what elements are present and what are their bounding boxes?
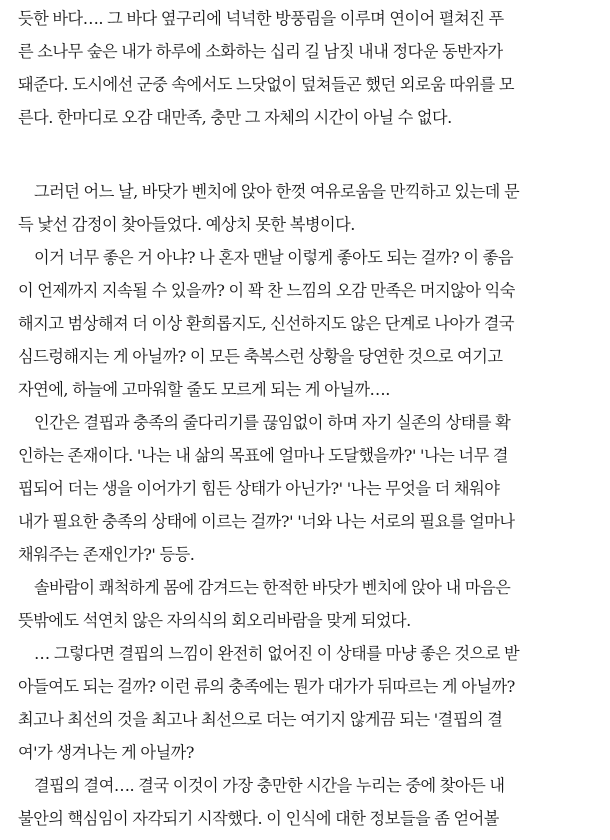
text-line: 자연에, 하늘에 고마워할 줄도 모르게 되는 게 아닐까…. <box>18 380 390 399</box>
text-line: 인간은 결핍과 충족의 줄다리기를 끊임없이 하며 자기 실존의 상태를 확 <box>34 413 511 432</box>
text-line: 심드렁해지는 게 아닐까? 이 모든 축복스런 상황을 당연한 것으로 여기고 <box>18 347 503 366</box>
text-line: 핍되어 더는 생을 이어가기 힘든 상태가 아닌가?' '나는 무엇을 더 채워야 <box>18 479 500 498</box>
text-line: 득 낯선 감정이 찾아들었다. 예상치 못한 복병이다. <box>18 215 355 234</box>
text-line: 듯한 바다…. 그 바다 옆구리에 넉넉한 방풍림을 이루며 연이어 펼쳐진 푸 <box>18 9 504 28</box>
text-line: 그러던 어느 날, 바닷가 벤치에 앉아 한껏 여유로움을 만끽하고 있는데 문 <box>34 182 520 201</box>
text-line: 해지고 범상해져 더 이상 환희롭지도, 신선하지도 않은 단계로 나아가 결국 <box>18 314 515 333</box>
text-line: 른 소나무 숲은 내가 하루에 소화하는 십리 길 남짓 내내 정다운 동반자가 <box>18 42 503 61</box>
text-line: 른다. 한마디로 오감 대만족, 충만 그 자체의 시간이 아닐 수 없다. <box>18 108 452 127</box>
text-line: 채워주는 존재인가?' 등등. <box>18 545 195 564</box>
text-line: 결핍의 결여…. 결국 이것이 가장 충만한 시간을 누리는 중에 찾아든 내 <box>34 776 505 795</box>
text-line: 이 언제까지 지속될 수 있을까? 이 꽉 찬 느낌의 오감 만족은 머지않아 익숙 <box>18 281 515 300</box>
text-line: 이거 너무 좋은 거 아냐? 나 혼자 맨날 이렇게 좋아도 되는 걸까? 이 좋음 <box>34 248 513 267</box>
text-line: 인하는 존재이다. '나는 내 삶의 목표에 얼마나 도달했을까?' '나는 너무 결 <box>18 446 508 465</box>
text-line: … 그렇다면 결핍의 느낌이 완전히 없어진 이 상태를 마냥 좋은 것으로 받 <box>34 644 520 663</box>
text-line: 뜻밖에도 석연치 않은 자의식의 회오리바람을 맞게 되었다. <box>18 611 411 630</box>
text-line: 내가 필요한 충족의 상태에 이르는 걸까?' '너와 나는 서로의 필요를 얼마나 <box>18 512 515 531</box>
text-line: 불안의 핵심임이 자각되기 시작했다. 이 인식에 대한 정보들을 좀 얻어볼 <box>18 809 499 828</box>
text-line: 여'가 생겨나는 게 아닐까? <box>18 743 194 762</box>
text-line: 최고나 최선의 것을 최고나 최선으로 더는 여기지 않게끔 되는 '결핍의 결 <box>18 710 503 729</box>
text-line: 돼준다. 도시에선 군중 속에서도 느닷없이 덮쳐들곤 했던 외로움 따위를 모 <box>18 75 515 94</box>
text-line: 솔바람이 쾌척하게 몸에 감겨드는 한적한 바닷가 벤치에 앉아 내 마음은 <box>34 578 511 597</box>
text-line: 아들여도 되는 걸까? 이런 류의 충족에는 뭔가 대가가 뒤따르는 게 아닐까? <box>18 677 515 696</box>
